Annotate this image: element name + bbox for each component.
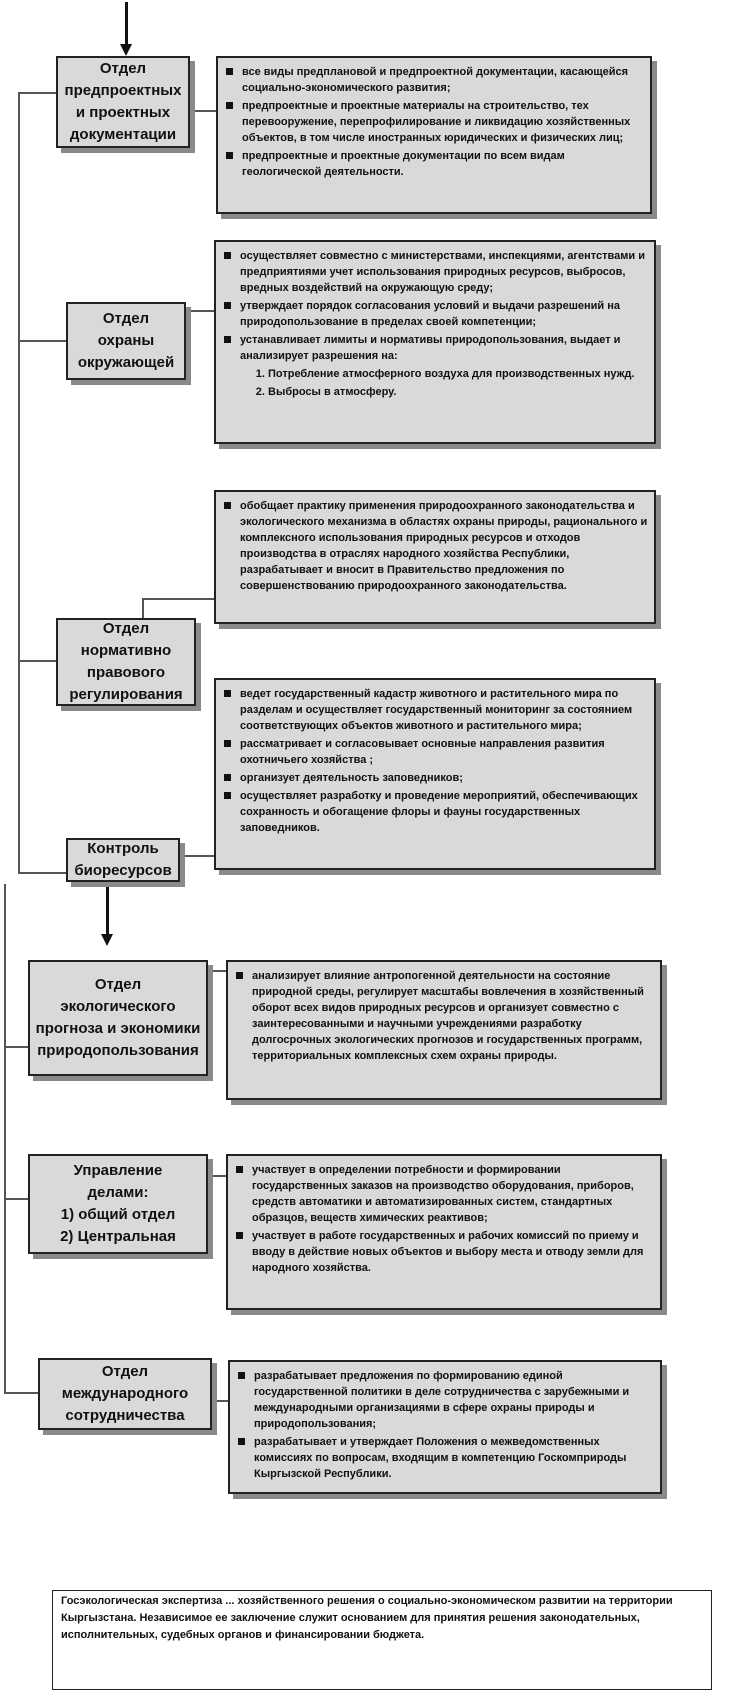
list-item: утверждает порядок согласования условий и выдачи разрешений на природопользование в пределах своей компетенции; [224, 298, 648, 330]
list-item: обобщает практику применения природоохранного законодательства и экологического механизма в областях охраны природы, рационального и комплексного использования природных ресурсов и отходов производства в отраслях народного хозяйства Республики, разрабатывает и вносит в Правительство предложения по совершенствованию природоохранного законодательства. [224, 498, 648, 594]
footer-text: Госэкологическая экспертиза ... хозяйственного решения о социально-экономическом развитии на территории Кыргызстана. Независимое ее заключение служит основанием для принятия решения законодательных, исполнительных, судебных органов и финансировании бюджета. [61, 1595, 673, 1641]
list-item: разрабатывает и утверждает Положения о межведомственных комиссиях по вопросам, входящим в компетенцию Госкомприроды Кыргызской Республики. [238, 1434, 654, 1482]
dept-name: Отдел предпроектных и проектных документации [64, 60, 182, 143]
list-item: анализирует влияние антропогенной деятельности на состояние природной среды, регулирует масштабы вовлечения в хозяйственный оборот всех видов природных ресурсов и организует совместно с заинтересованными и научными учреждениями разработку долгосрочных экологических прогнозов и государственных программ, территориальных комплексных схем охраны природы. [236, 968, 654, 1064]
list-subitem: 2. Выбросы в атмосферу. [268, 384, 648, 400]
desc-list [236, 1162, 654, 1276]
middle-arrow-head [101, 934, 113, 946]
dept-box-eko-prognoz [28, 960, 208, 1076]
connector-dept-5 [4, 1046, 28, 1048]
left-trunk-upper [18, 92, 20, 874]
connector-dept-1 [18, 92, 56, 94]
list-item: все виды предплановой и предпроектной документации, касающейся социально-экономического развития; [226, 64, 644, 96]
list-item: предпроектные и проектные документации по всем видам геологической деятельности. [226, 148, 644, 180]
desc-list [224, 248, 648, 364]
list-item: организует деятельность заповедников; [224, 770, 648, 786]
desc-box-mezhdunarod [228, 1360, 662, 1494]
dept-name: Отдел международного сотрудничества [61, 1363, 189, 1424]
dept-box-bioresursy [66, 838, 180, 882]
list-item: предпроектные и проектные материалы на строительство, тех перевооружение, перепрофилирование и ликвидацию хозяйственных объектов, в том числе иностранных юридических и физических лиц; [226, 98, 644, 146]
list-item: участвует в работе государственных и рабочих комиссий по приему и вводу в действие новых объектов и выбору места и отводу земли для народного хозяйства. [236, 1228, 654, 1276]
dept-box-mezhdunarod [38, 1358, 212, 1430]
list-item: разрабатывает предложения по формированию единой государственной политики в деле сотрудничества с зарубежными и международными организациями в сфере охраны природы и природопользования; [238, 1368, 654, 1432]
list-item: устанавливает лимиты и нормативы природопользования, выдает и анализирует разрешения на: [224, 332, 648, 364]
list-item: рассматривает и согласовывает основные направления развития охотничьего хозяйства ; [224, 736, 648, 768]
link-3-h [142, 598, 216, 600]
link-5 [208, 970, 226, 972]
link-3-v [142, 598, 144, 618]
top-arrow-head [120, 44, 132, 56]
footer-note [52, 1590, 712, 1690]
dept-name: Управление делами: 1) общий отдел 2) Центральная [60, 1162, 176, 1245]
list-item: осуществляет разработку и проведение мероприятий, обеспечивающих сохранность и обогащение флоры и фауны государственных заповедников. [224, 788, 648, 836]
desc-box-normativ [214, 490, 656, 624]
dept-box-okhrana [66, 302, 186, 380]
dept-name: Контроль биоресурсов [74, 840, 172, 879]
desc-sublist [268, 366, 648, 400]
desc-box-bioresursy [214, 678, 656, 870]
connector-dept-6 [4, 1198, 28, 1200]
desc-list [226, 64, 644, 180]
link-7 [212, 1400, 228, 1402]
dept-name: Отдел нормативно правового регулирования [69, 620, 183, 703]
dept-name: Отдел экологического прогноза и экономики природопользования [35, 976, 201, 1059]
desc-box-eko-prognoz [226, 960, 662, 1100]
left-trunk-lower [4, 884, 6, 1394]
list-item: осуществляет совместно с министерствами, инспекциями, агентствами и предприятиями учет использования природных ресурсов, выбросов, вредных воздействий на окружающую среду; [224, 248, 648, 296]
dept-name: Отдел охраны окружающей [77, 310, 175, 371]
dept-box-predproekt [56, 56, 190, 148]
desc-list [224, 686, 648, 836]
middle-arrow-line [106, 880, 109, 936]
list-subitem: 1. Потребление атмосферного воздуха для производственных нужд. [268, 366, 648, 382]
list-item: участвует в определении потребности и формировании государственных заказов на производство оборудования, приборов, средств автоматики и автоматизированных систем, стандартных образцов, веществ химических реактивов; [236, 1162, 654, 1226]
link-6 [208, 1175, 226, 1177]
top-arrow-line [125, 2, 128, 46]
connector-dept-4 [18, 872, 66, 874]
dept-box-upravlenie [28, 1154, 208, 1254]
desc-list [238, 1368, 654, 1482]
link-2 [186, 310, 214, 312]
desc-list [224, 498, 648, 594]
desc-list [236, 968, 654, 1064]
link-1 [190, 110, 216, 112]
desc-box-upravlenie [226, 1154, 662, 1310]
connector-dept-2 [18, 340, 66, 342]
desc-box-predproekt [216, 56, 652, 214]
desc-box-okhrana [214, 240, 656, 444]
link-4 [180, 855, 216, 857]
list-item: ведет государственный кадастр животного и растительного мира по разделам и осуществляет государственный мониторинг за состоянием соответствующих объектов животного и растительного мира; [224, 686, 648, 734]
dept-box-normativ [56, 618, 196, 706]
connector-dept-3 [18, 660, 56, 662]
connector-dept-7 [4, 1392, 38, 1394]
